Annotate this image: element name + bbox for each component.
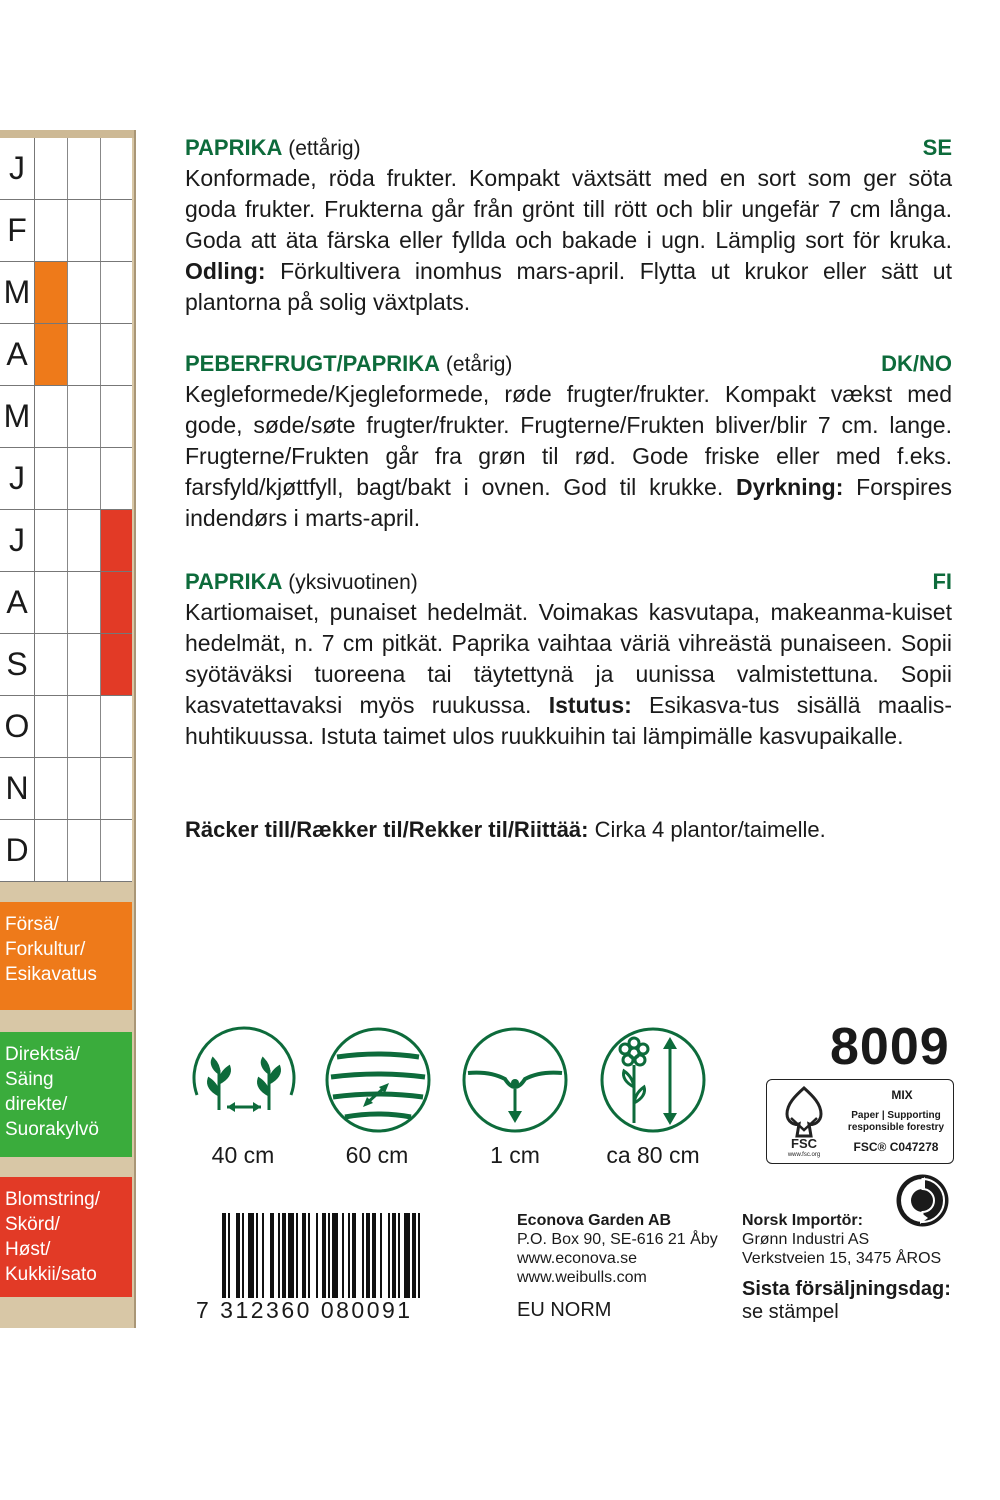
fsc-certification-box	[766, 1079, 954, 1164]
month-letter: O	[0, 696, 35, 757]
legend-text: Høst/	[5, 1239, 51, 1260]
section-title: PEBERFRUGT/PAPRIKA	[185, 351, 441, 376]
barcode	[220, 1213, 466, 1298]
calendar-cell	[68, 634, 101, 695]
barcode-bar	[380, 1213, 382, 1298]
barcode-bar	[242, 1213, 244, 1298]
month-letter: S	[0, 634, 35, 695]
article-number: 8009	[830, 1018, 950, 1076]
section-title: PAPRIKA	[185, 135, 283, 160]
language-code: FI	[932, 569, 952, 594]
fsc-paper-line: responsible forestry	[847, 1122, 945, 1133]
calendar-cell	[101, 448, 132, 509]
barcode-bar	[392, 1213, 396, 1298]
month-letter: J	[0, 448, 35, 509]
company-web: www.econova.se	[517, 1250, 638, 1267]
barcode-bar	[316, 1213, 318, 1298]
legend-sowing-indoors	[0, 902, 132, 1010]
calendar-month-row	[0, 324, 132, 386]
barcode-bar	[388, 1213, 390, 1298]
last-sale-label: Sista försäljningsdag:	[742, 1278, 951, 1300]
calendar-month-row	[0, 696, 132, 758]
calendar-cell	[35, 324, 68, 385]
barcode-bar	[248, 1213, 254, 1298]
calendar-cell	[68, 820, 101, 881]
calendar-cell	[68, 510, 101, 571]
barcode-bar	[296, 1213, 298, 1298]
strip-top-band	[0, 130, 134, 138]
section-heading	[185, 348, 952, 379]
company-address: P.O. Box 90, SE-616 21 Åby	[517, 1231, 718, 1248]
plant-spacing-label: 40 cm	[211, 1142, 275, 1168]
calendar-cell	[68, 696, 101, 757]
calendar-cell	[101, 572, 132, 633]
month-letter: F	[0, 200, 35, 261]
barcode-bar	[398, 1213, 400, 1298]
company-web: www.weibulls.com	[517, 1269, 647, 1286]
barcode-bar	[228, 1213, 230, 1298]
calendar-cell	[101, 758, 132, 819]
month-letter: A	[0, 324, 35, 385]
last-sale-value: se stämpel	[742, 1301, 839, 1323]
fsc-mix-label: MIX	[891, 1088, 913, 1102]
yield-label: Räcker till/Rækker til/Rekker til/Riittää:	[185, 817, 589, 842]
importer-street: Verkstveien 15, 3475 ÅROS	[742, 1250, 942, 1267]
barcode-bar	[302, 1213, 306, 1298]
fsc-paper-line: Paper | Supporting	[851, 1110, 941, 1121]
barcode-bar	[308, 1213, 310, 1298]
section-swedish	[185, 132, 952, 318]
section-heading	[185, 566, 952, 597]
sowing-calendar-strip	[0, 130, 136, 1328]
barcode-bar	[418, 1213, 420, 1298]
eu-norm-label: EU NORM	[517, 1299, 612, 1321]
calendar-cell	[101, 200, 132, 261]
section-body	[185, 379, 952, 534]
calendar-cell	[35, 696, 68, 757]
calendar-cell	[68, 758, 101, 819]
econova-address	[517, 1211, 718, 1287]
yield-value: Cirka 4 plantor/taimelle.	[588, 817, 826, 842]
section-title: PAPRIKA	[185, 569, 283, 594]
body-bold-label: Odling:	[185, 258, 266, 284]
legend-text: Forkultur/	[5, 939, 86, 960]
calendar-month-row	[0, 758, 132, 820]
calendar-cell	[101, 510, 132, 571]
barcode-bar	[222, 1213, 226, 1298]
calendar-cell	[101, 324, 132, 385]
calendar-cell	[101, 262, 132, 323]
section-danish-norwegian	[185, 348, 952, 534]
barcode-bar	[366, 1213, 370, 1298]
barcode-bar	[256, 1213, 258, 1298]
calendar-cell	[101, 386, 132, 447]
legend-flowering-harvest	[0, 1177, 132, 1297]
legend-text: Blomstring/	[5, 1189, 101, 1210]
calendar-cell	[35, 572, 68, 633]
legend-text: Skörd/	[5, 1214, 60, 1235]
month-letter: J	[0, 138, 35, 199]
importer-address	[742, 1211, 941, 1268]
barcode-bar	[282, 1213, 286, 1298]
calendar-cell	[68, 324, 101, 385]
calendar-cell	[68, 262, 101, 323]
sowing-depth-icon	[460, 1025, 570, 1135]
calendar-cell	[35, 448, 68, 509]
calendar-month-row	[0, 262, 132, 324]
calendar-cell	[35, 386, 68, 447]
body-text: Forspires indendørs i marts-april.	[185, 474, 953, 531]
barcode-bar	[270, 1213, 274, 1298]
body-text: Esikasva-tus sisällä maalis-huhtikuussa. Istuta taimet ulos ruukkuihin tai lämpimälle kasvupaikalle.	[185, 692, 952, 749]
barcode-bar	[404, 1213, 410, 1298]
calendar-cell	[68, 572, 101, 633]
legend-text: direkte/	[5, 1094, 68, 1115]
calendar-cell	[101, 634, 132, 695]
barcode-bar	[288, 1213, 294, 1298]
section-subtitle: (etårig)	[440, 353, 513, 376]
row-spacing-icon	[323, 1025, 433, 1135]
barcode-bar	[362, 1213, 364, 1298]
importer-name: Grønn Industri AS	[742, 1231, 870, 1248]
fsc-tree-logo-icon	[773, 1084, 835, 1158]
section-heading	[185, 132, 952, 163]
month-calendar	[0, 138, 132, 882]
barcode-bar	[348, 1213, 350, 1298]
month-letter: M	[0, 386, 35, 447]
calendar-month-row	[0, 634, 132, 696]
fsc-code: FSC® C047278	[853, 1140, 939, 1154]
body-bold-label: Istutus:	[548, 692, 632, 718]
plant-height-icon	[598, 1025, 708, 1135]
barcode-bar	[236, 1213, 240, 1298]
fsc-paper-text	[841, 1110, 951, 1134]
calendar-cell	[35, 138, 68, 199]
calendar-cell	[35, 820, 68, 881]
barcode-bar	[412, 1213, 416, 1298]
barcode-bar	[372, 1213, 376, 1298]
legend-text: Suorakylvö	[5, 1119, 99, 1140]
legend-text: Direktsä/	[5, 1044, 80, 1065]
fsc-logo-text: FSC	[791, 1136, 817, 1151]
barcode-bar	[328, 1213, 330, 1298]
barcode-bar	[332, 1213, 338, 1298]
barcode-bar	[322, 1213, 326, 1298]
calendar-cell	[35, 758, 68, 819]
barcode-bar	[262, 1213, 264, 1298]
month-letter: M	[0, 262, 35, 323]
calendar-cell	[101, 138, 132, 199]
yield-info	[185, 815, 826, 845]
language-code: SE	[922, 135, 952, 160]
calendar-cell	[68, 386, 101, 447]
month-letter: D	[0, 820, 35, 881]
calendar-month-row	[0, 386, 132, 448]
calendar-cell	[68, 448, 101, 509]
section-finnish	[185, 566, 952, 752]
body-text: Kartiomaiset, punaiset hedelmät. Voimakas kasvutapa, makeanma-kuiset hedelmät, n. 7 cm pitkät. Paprika vaihtaa väriä vihreästä punaiseen. Sopii syötäväksi tuoreena tai täytettynä ja uunissa valmistettuna. Sopii kasvatettavaksi myös ruukussa.	[185, 599, 952, 718]
barcode-digits: 7 312360 080091	[196, 1297, 413, 1323]
calendar-cell	[35, 262, 68, 323]
plant-spacing-icon	[189, 1025, 299, 1135]
month-letter: A	[0, 572, 35, 633]
body-bold-label: Dyrkning:	[736, 474, 844, 500]
row-spacing-label: 60 cm	[345, 1142, 409, 1168]
calendar-cell	[68, 200, 101, 261]
calendar-month-row	[0, 200, 132, 262]
calendar-cell	[35, 634, 68, 695]
legend-text: Försä/	[5, 914, 59, 935]
barcode-bar	[342, 1213, 344, 1298]
sowing-depth-label: 1 cm	[490, 1142, 540, 1168]
calendar-month-row	[0, 820, 132, 882]
calendar-cell	[35, 200, 68, 261]
company-name: Econova Garden AB	[517, 1212, 672, 1229]
section-body	[185, 163, 952, 318]
legend-text: Esikavatus	[5, 964, 97, 985]
calendar-cell	[101, 696, 132, 757]
calendar-month-row	[0, 510, 132, 572]
last-sale-date	[742, 1278, 951, 1324]
calendar-month-row	[0, 138, 132, 200]
legend-text: Kukkii/sato	[5, 1264, 97, 1285]
barcode-bar	[278, 1213, 280, 1298]
body-text: Kegleformede/Kjegleformede, røde frugter/frukter. Kompakt vækst med gode, søde/søte frugter/frukter. Frugterne/Frukten bliver/blir 7 cm. lange. Frugterne/Frukten går fra grøn til rød. Gode friske eller med f.eks. farsfyld/kjøttfyll, bagt/bakt i ovnen. God til krukke.	[185, 381, 952, 500]
section-subtitle: (yksivuotinen)	[282, 571, 418, 594]
section-subtitle: (ettårig)	[282, 137, 361, 160]
plant-height-label: ca 80 cm	[606, 1142, 700, 1168]
month-letter: J	[0, 510, 35, 571]
calendar-cell	[68, 138, 101, 199]
legend-direct-sowing	[0, 1032, 132, 1157]
calendar-month-row	[0, 572, 132, 634]
language-code: DK/NO	[881, 351, 952, 376]
fsc-site: www.fsc.org	[787, 1152, 821, 1158]
calendar-cell	[101, 820, 132, 881]
body-text: Förkultivera inomhus mars-april. Flytta ut krukor eller sätt ut plantorna på solig växtplats.	[185, 258, 952, 315]
barcode-bar	[352, 1213, 356, 1298]
body-text: Konformade, röda frukter. Kompakt växtsätt med en sort som ger söta goda frukter. Frukterna går från grönt till rött och blir ungefär 7 cm långa. Goda att äta färska eller fyllda och bakade i ugn. Lämplig sort för kruka.	[185, 165, 952, 253]
importer-title: Norsk Importör:	[742, 1212, 863, 1229]
calendar-cell	[35, 510, 68, 571]
calendar-month-row	[0, 448, 132, 510]
section-body	[185, 597, 952, 752]
legend-text: Säing	[5, 1069, 54, 1090]
month-letter: N	[0, 758, 35, 819]
